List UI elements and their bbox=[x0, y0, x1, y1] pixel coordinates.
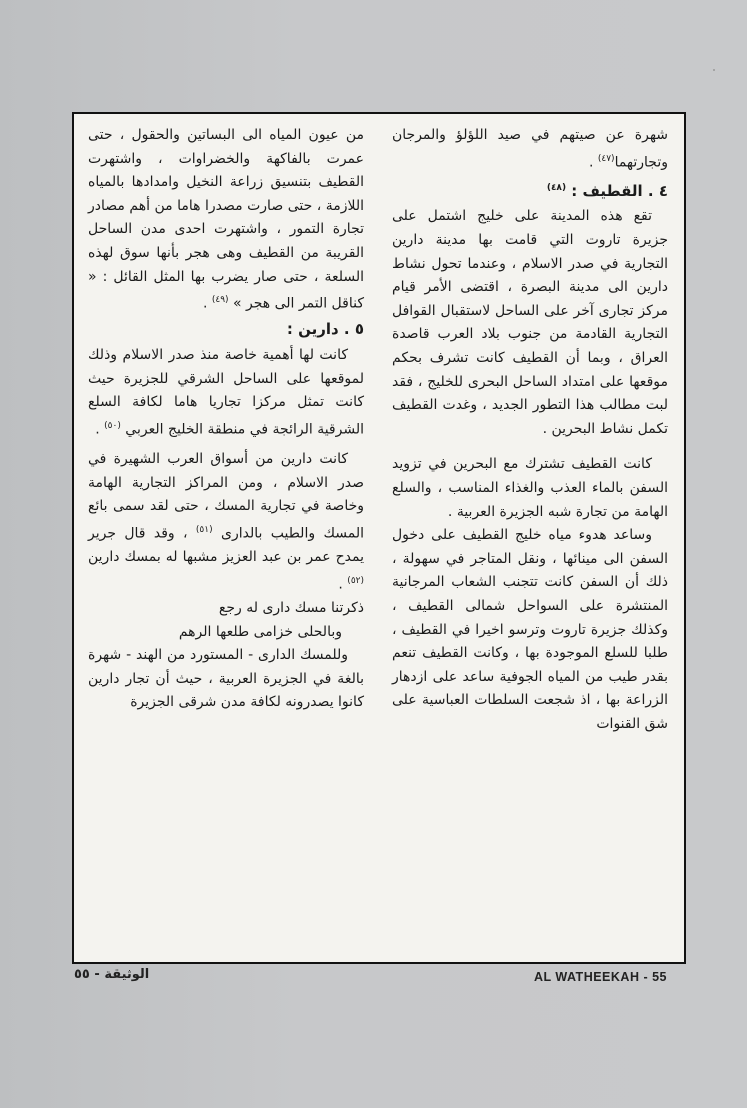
paragraph: كانت دارين من أسواق العرب الشهيرة في صدر الاسلام ، ومن المراكز التجارية الهامة وخاصة في تجارية المسك ، حتى لقد سمى بائع المسك والطيب بالدارى $^{(٥١)}$ ، وقد قال جرير يمدح عمر بن عبد العزيز مشبها له بمسك دارين $^{(٥٢)}$ . bbox=[88, 451, 365, 593]
scan-speck bbox=[713, 69, 715, 71]
poem-verse: وبالحلى خزامى طلعها الرهم bbox=[178, 623, 342, 640]
paragraph: تقع هذه المدينة على خليج اشتمل على جزيرة تاروت التي قامت بها مدينة دارين التجارية في صدر الاسلام ، وعندما تحول نشاط دارين الى مدينة البصرة ، اقتضى الأمر قيام مركز تجارى آخر على الساحل لاستقبال القوافل التجارية القادمة من جنوب بلاد العرب قاصدة العراق ، وبما أن القطيف كانت تشرف بحكم موقعها على امتداد الساحل البحرى للخليج ، فقد لبت مطالب هذا التطور الجديد ، وغدت القطيف تكمل نشاط البحرين . bbox=[392, 208, 668, 437]
right-column bbox=[392, 124, 668, 737]
section-heading-qatif: ٤ . القطيف : $^{(٤٨)}$ bbox=[546, 181, 668, 200]
text-frame bbox=[72, 112, 686, 964]
footer-page-label-latin: AL WATHEEKAH - 55 bbox=[533, 970, 667, 984]
section-heading-darin: ٥ . دارين : bbox=[286, 320, 364, 339]
paragraph: كانت القطيف تشترك مع البحرين في تزويد السفن بالماء العذب والغذاء المناسب ، والسلع الهامة من تجارة شبه الجزيرة العربية . bbox=[392, 456, 668, 520]
paragraph: شهرة عن صيتهم في صيد اللؤلؤ والمرجان وتجارتهما$^{(٤٧)}$ . bbox=[392, 127, 668, 171]
poem-verse: ذكرتنا مسك دارى له رجع bbox=[218, 599, 364, 616]
paragraph: من عيون المياه الى البساتين والحقول ، حتى عمرت بالفاكهة والخضراوات ، واشتهرت القطيف بتنسيق زراعة النخيل وامدادها بالمياه اللازمة ، حتى صارت مصدرا هاما من أهم مصادر تجارة التمور ، واشتهرت احدى مدن الساحل القريبة من القطيف وهى هجر بأنها سوق لهذه السلعة ، حتى صار يضرب بها المثل القائل : « كناقل التمر الى هجر » $^{(٤٩)}$ . bbox=[88, 127, 364, 312]
paragraph: وساعد هدوء مياه خليج القطيف على دخول السفن الى مينائها ، ونقل المتاجر في سهولة ، ذلك أن السفن كانت تتجنب الشعاب المرجانية المنتشرة على السواحل شمالى القطيف ، وكذلك جزيرة تاروت وترسو اخيرا في القطيف ، طلبا للسلع الموجودة بها ، وكانت القطيف تنعم بقدر طيب من المياه الجوفية ساعد على ازدهار الزراعة بها ، اذ شجعت السلطات العباسية على شق القنوات bbox=[392, 527, 668, 732]
paragraph: كانت لها أهمية خاصة منذ صدر الاسلام وذلك لموقعها على الساحل الشرقي للجزيرة حيث كانت تمثل مركزا تجاريا هاما لكافة السلع الشرقية الرائجة في منطقة الخليج العربي $^{(٥٠)}$ . bbox=[88, 347, 364, 438]
footer-page-label-arabic: الوثيقة - ٥٥ bbox=[74, 967, 150, 982]
paragraph: وللمسك الدارى - المستورد من الهند - شهرة بالغة في الجزيرة العربية ، حيث أن تجار دارين كانوا يصدرونه لكافة مدن شرقى الجزيرة bbox=[88, 647, 364, 711]
left-column bbox=[88, 124, 364, 715]
